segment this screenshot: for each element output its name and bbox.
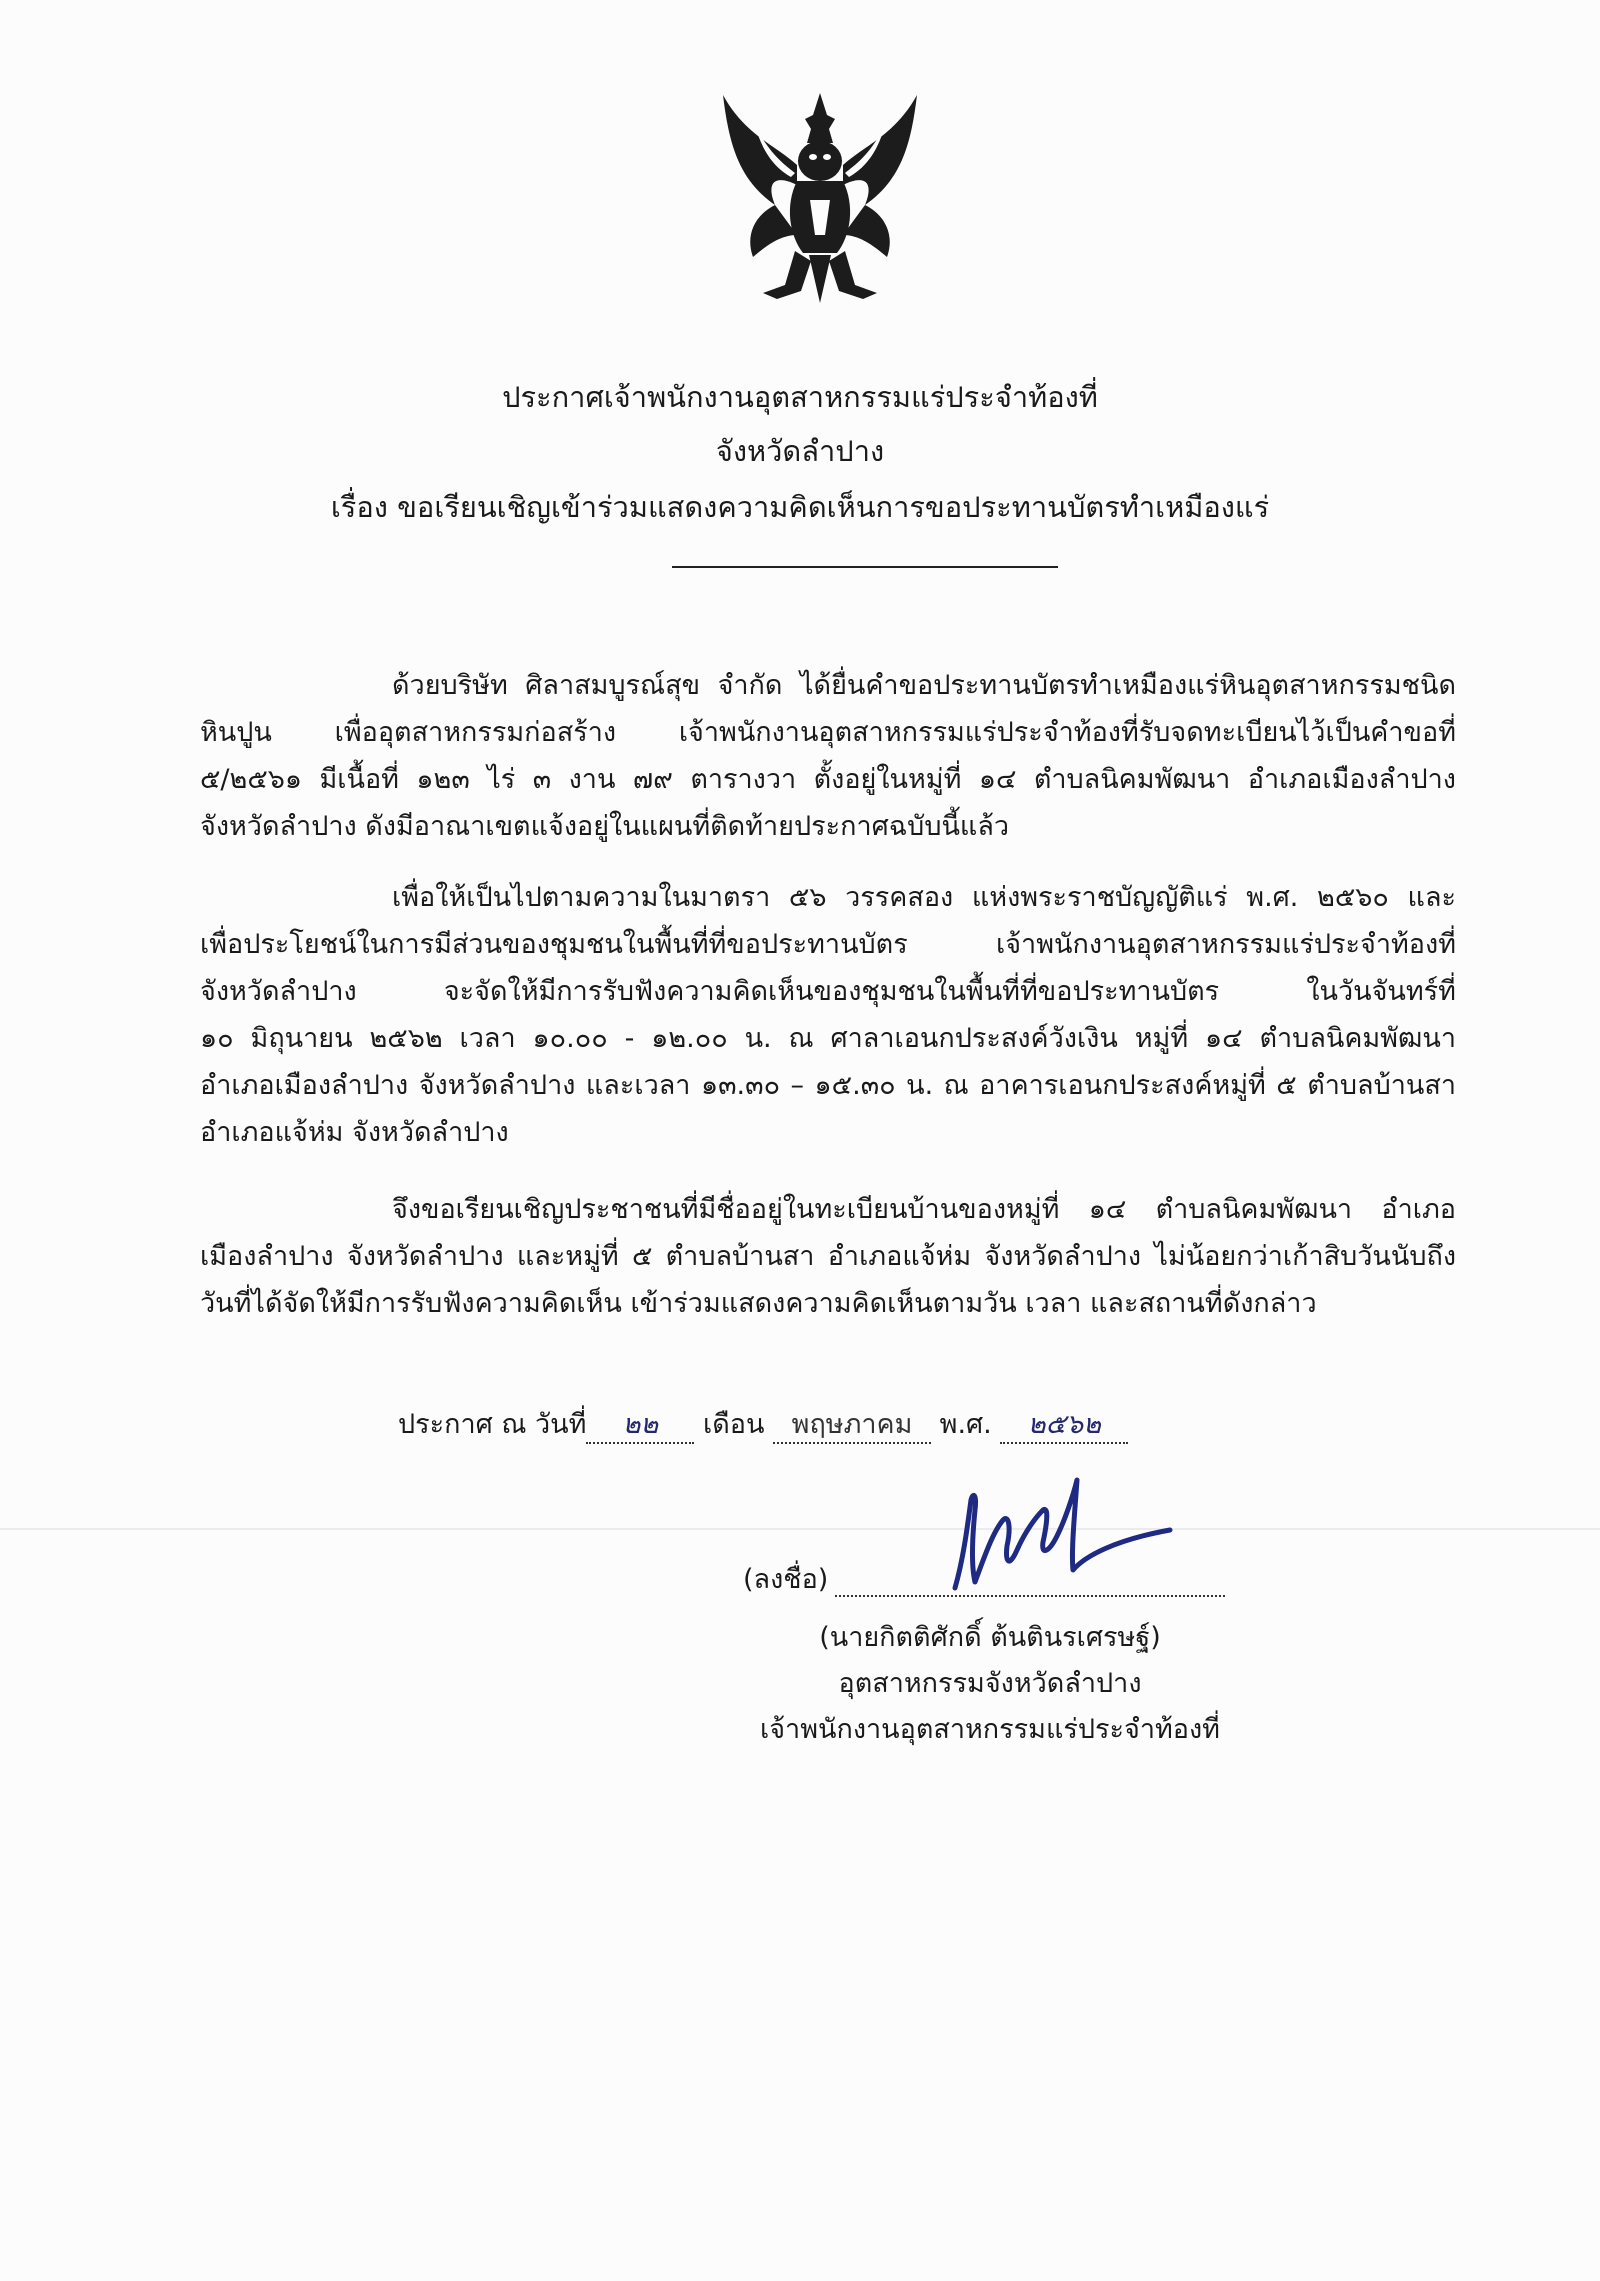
announcement-title: ประกาศเจ้าพนักงานอุตสาหกรรมแร่ประจำท้องที่ bbox=[502, 380, 1098, 414]
paragraph-line: เมืองลำปาง จังหวัดลำปาง และหมู่ที่ ๕ ตำบลบ้านสา อำเภอแจ้ห่ม จังหวัดลำปาง ไม่น้อยกว่าเก้าสิบวันนับถึง bbox=[200, 1241, 1456, 1272]
body-paragraph-2 bbox=[200, 874, 1456, 1156]
handwritten-signature bbox=[945, 1470, 1175, 1600]
date-year-label: พ.ศ. bbox=[939, 1409, 992, 1440]
paragraph-line: จังหวัดลำปาง จะจัดให้มีการรับฟังความคิดเห็นของชุมชนในพื้นที่ที่ขอประทานบัตร ในวันจันทร์ที่ bbox=[200, 976, 1456, 1007]
body-paragraph-1 bbox=[200, 662, 1456, 850]
paragraph-line: หินปูน เพื่ออุตสาหกรรมก่อสร้าง เจ้าพนักงานอุตสาหกรรมแร่ประจำท้องที่รับจดทะเบียนไว้เป็นคำขอที่ bbox=[200, 717, 1456, 748]
paragraph-line: จังหวัดลำปาง ดังมีอาณาเขตแจ้งอยู่ในแผนที่ติดท้ายประกาศฉบับนี้แล้ว bbox=[200, 811, 1010, 842]
date-month-value: พฤษภาคม bbox=[773, 1408, 931, 1444]
signatory-position-2: เจ้าพนักงานอุตสาหกรรมแร่ประจำท้องที่ bbox=[760, 1714, 1220, 1745]
paragraph-line: เพื่อประโยชน์ในการมีส่วนของชุมชนในพื้นที่ที่ขอประทานบัตร เจ้าพนักงานอุตสาหกรรมแร่ประจำท้องที่ bbox=[200, 929, 1456, 960]
announcement-date bbox=[398, 1405, 1128, 1445]
paragraph-line: อำเภอแจ้ห่ม จังหวัดลำปาง bbox=[200, 1117, 509, 1148]
paragraph-line: อำเภอเมืองลำปาง จังหวัดลำปาง และเวลา ๑๓.๓๐ – ๑๕.๓๐ น. ณ อาคารเอนกประสงค์หมู่ที่ ๕ ตำบลบ้านสา bbox=[200, 1070, 1456, 1101]
signatory-block bbox=[740, 1615, 1240, 1753]
date-day-value: ๒๒ bbox=[586, 1408, 694, 1444]
signature-line bbox=[835, 1595, 1225, 1597]
paragraph-line: ๑๐ มิถุนายน ๒๕๖๒ เวลา ๑๐.๐๐ - ๑๒.๐๐ น. ณ ศาลาเอนกประสงค์วังเงิน หมู่ที่ ๑๔ ตำบลนิคมพัฒนา bbox=[200, 1023, 1456, 1054]
date-month-label: เดือน bbox=[703, 1409, 765, 1440]
header-divider bbox=[672, 566, 1058, 568]
paragraph-line: เพื่อให้เป็นไปตามความในมาตรา ๕๖ วรรคสอง แห่งพระราชบัญญัติแร่ พ.ศ. ๒๕๖๐ และ bbox=[392, 882, 1456, 913]
paragraph-line: ด้วยบริษัท ศิลาสมบูรณ์สุข จำกัด ได้ยื่นคำขอประทานบัตรทำเหมืองแร่หินอุตสาหกรรมชนิด bbox=[392, 670, 1456, 701]
announcement-subject: เรื่อง ขอเรียนเชิญเข้าร่วมแสดงความคิดเห็นการขอประทานบัตรทำเหมืองแร่ bbox=[330, 490, 1270, 524]
date-year-value: ๒๕๖๒ bbox=[1000, 1408, 1128, 1444]
paragraph-line: ๕/๒๕๖๑ มีเนื้อที่ ๑๒๓ ไร่ ๓ งาน ๗๙ ตารางวา ตั้งอยู่ในหมู่ที่ ๑๔ ตำบลนิคมพัฒนา อำเภอเมืองลำปาง bbox=[200, 764, 1456, 795]
paper-fold-line bbox=[0, 1528, 1600, 1530]
announcement-province: จังหวัดลำปาง bbox=[715, 434, 885, 468]
signatory-name: (นายกิตติศักดิ์ ต้นตินรเศรษฐ์) bbox=[819, 1622, 1161, 1653]
paragraph-line: จึงขอเรียนเชิญประชาชนที่มีชื่ออยู่ในทะเบียนบ้านของหมู่ที่ ๑๔ ตำบลนิคมพัฒนา อำเภอ bbox=[392, 1194, 1456, 1225]
garuda-emblem-icon bbox=[715, 85, 925, 305]
body-paragraph-3 bbox=[200, 1186, 1456, 1327]
date-prefix: ประกาศ ณ วันที่ bbox=[398, 1409, 587, 1440]
signature-label: (ลงชื่อ) bbox=[743, 1564, 829, 1595]
signatory-position-1: อุตสาหกรรมจังหวัดลำปาง bbox=[838, 1668, 1142, 1699]
paragraph-line: วันที่ได้จัดให้มีการรับฟังความคิดเห็น เข้าร่วมแสดงความคิดเห็นตามวัน เวลา และสถานที่ดังกล่าว bbox=[200, 1288, 1317, 1319]
